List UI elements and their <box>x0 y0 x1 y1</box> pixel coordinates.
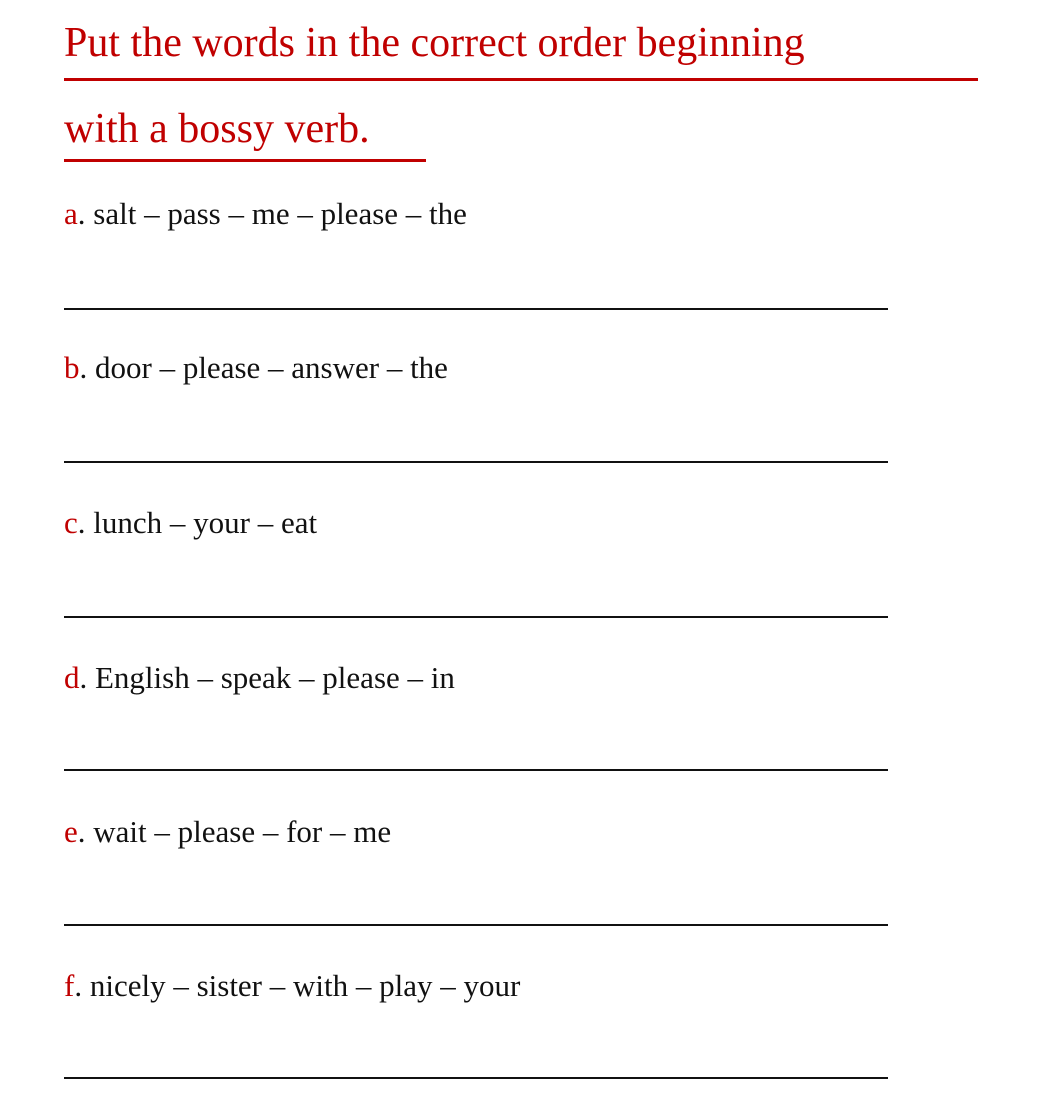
answer-line-f[interactable] <box>64 1077 888 1079</box>
answer-line-c[interactable] <box>64 616 888 618</box>
item-words: salt – pass – me – please – the <box>93 196 467 231</box>
item-letter: d <box>64 660 80 695</box>
exercise-item-f: f. nicely – sister – with – play – your <box>64 968 521 1003</box>
item-letter: f <box>64 968 75 1003</box>
item-letter: a <box>64 196 78 231</box>
answer-line-e[interactable] <box>64 924 888 926</box>
item-words: door – please – answer – the <box>95 350 448 385</box>
exercise-item-a: a. salt – pass – me – please – the <box>64 196 467 231</box>
item-words: wait – please – for – me <box>93 814 392 849</box>
answer-line-d[interactable] <box>64 769 888 771</box>
title-underline-2 <box>64 159 426 162</box>
item-words: English – speak – please – in <box>95 660 455 695</box>
exercise-item-c: c. lunch – your – eat <box>64 505 318 540</box>
answer-line-a[interactable] <box>64 308 888 310</box>
item-words: lunch – your – eat <box>93 505 318 540</box>
worksheet-title-line-1: Put the words in the correct order beginning <box>64 20 805 66</box>
exercise-item-b: b. door – please – answer – the <box>64 350 448 385</box>
item-words: nicely – sister – with – play – your <box>89 968 521 1003</box>
exercise-item-d: d. English – speak – please – in <box>64 660 455 695</box>
worksheet-title-line-2: with a bossy verb. <box>64 106 370 152</box>
exercise-item-e: e. wait – please – for – me <box>64 814 392 849</box>
answer-line-b[interactable] <box>64 461 888 463</box>
item-letter: c <box>64 505 78 540</box>
title-underline-1 <box>64 78 978 81</box>
item-letter: b <box>64 350 80 385</box>
item-letter: e <box>64 814 78 849</box>
